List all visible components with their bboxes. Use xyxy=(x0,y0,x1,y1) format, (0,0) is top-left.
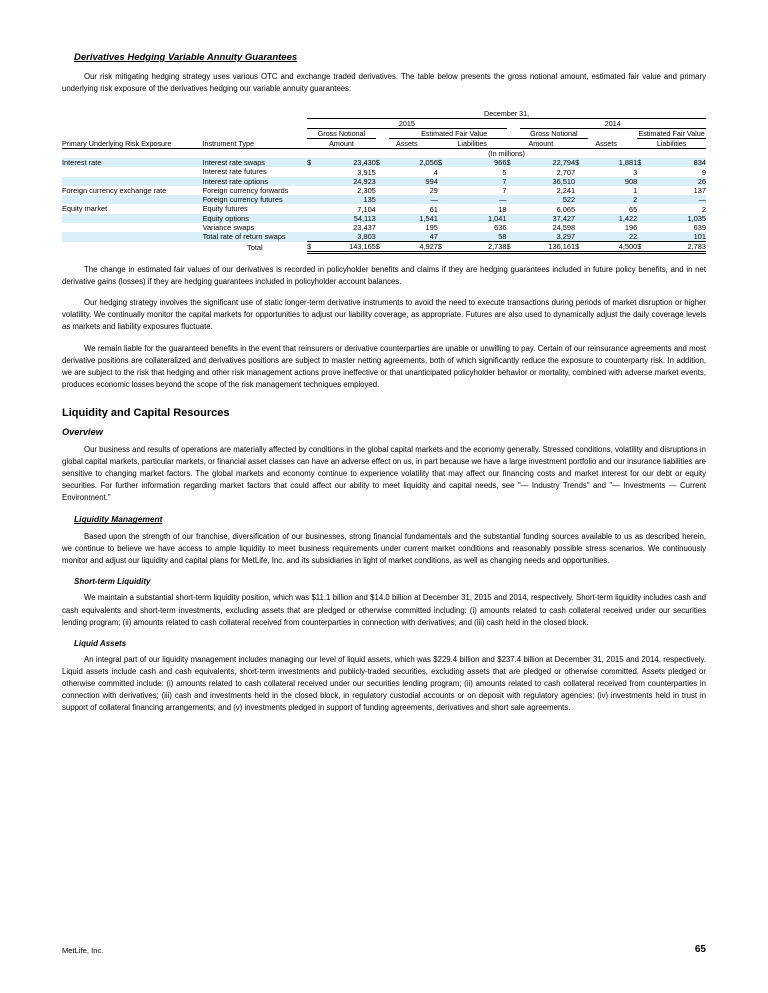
row-instrument: Interest rate options xyxy=(202,176,268,186)
header-december: December 31, xyxy=(307,109,706,119)
table-row xyxy=(62,167,706,176)
total-notional-2014: 136,161 xyxy=(520,242,576,253)
cell-notional-2015: 24,923 xyxy=(353,176,376,186)
cell-assets-2014: 3 xyxy=(633,167,638,177)
cell-notional-2015: 23,430 xyxy=(353,158,376,168)
row-risk-label xyxy=(62,177,203,186)
header-instrument-type: Instrument Type xyxy=(203,139,308,149)
cell-notional-2014: 36,510 xyxy=(552,176,576,186)
cell-notional-2015: 135 xyxy=(363,195,376,205)
cell-assets-2014: 1 xyxy=(633,186,638,196)
table-row xyxy=(62,204,706,213)
header-amount-2015: Amount xyxy=(307,139,376,149)
cell-notional-2014: 6,065 xyxy=(556,204,576,214)
row-risk-label xyxy=(62,214,203,223)
table-row xyxy=(62,195,706,204)
cell-liabilities-2015: 58 xyxy=(498,232,507,242)
liquid-assets-paragraph: An integral part of our liquidity management includes managing our level of liquid assets, which was $229.4 billion and $237.4 billion at December 31, 2015 and 2014, respectively. Liquid assets include cash and cash equivalents, short-term investments and publicly-traded securities, excluding assets that are pledged or otherwise committed. Assets pledged or otherwise committed include: (i) amounts related to cash collateral received under our securities lending program; (ii) amounts related to cash collateral received from counterparties in connection with derivatives; (iii) cash and investments held in the closed block, in regulatory custodial accounts or on deposit with regulatory agencies; (iv) investments held in trust in support of collateral financing arrangements; and (v) investments pledged in support of funding agreements, derivatives and short sale agreements. xyxy=(62,654,706,713)
overview-heading: Overview xyxy=(62,426,103,437)
table-row xyxy=(62,177,706,186)
currency-symbol: $ xyxy=(437,158,443,168)
row-instrument: Interest rate swaps xyxy=(202,158,266,168)
cell-liabilities-2014: 834 xyxy=(693,158,706,168)
row-instrument: Foreign currency forwards xyxy=(202,185,289,195)
table-row xyxy=(62,158,706,167)
cell-assets-2014: 22 xyxy=(629,232,638,242)
row-instrument: Total rate of return swaps xyxy=(202,232,286,242)
cell-assets-2015: 29 xyxy=(429,186,438,196)
cell-liabilities-2015: 7 xyxy=(502,176,507,186)
currency-symbol: $ xyxy=(307,242,320,253)
cell-liabilities-2015: 7 xyxy=(502,186,507,196)
liquid-assets-heading: Liquid Assets xyxy=(74,638,127,648)
header-gross-notional-2015: Gross Notional xyxy=(307,129,376,139)
row-risk-label: Equity market xyxy=(62,204,108,214)
currency-symbol: $ xyxy=(506,158,511,168)
section-heading: Derivatives Hedging Variable Annuity Guarantees xyxy=(74,52,298,63)
units-label: (In millions) xyxy=(488,149,525,159)
cell-liabilities-2015: 5 xyxy=(502,167,507,177)
paragraph-guaranteed-benefits: We remain liable for the guaranteed benefits in the event that reinsurers or derivative counterparties are unable or unwilling to pay. Certain of our reinsurance agreements and most derivative positions are collateralized and derivatives positions are subject to master netting agreements, both of which significantly reduce the exposure to counterparty risk. In addition, we are subject to the risk that hedging and other risk management actions prove ineffective or that unanticipated policyholder behavior or mortality, combined with adverse market events, produces economic losses beyond the scope of the risk management techniques employed. xyxy=(62,343,706,389)
paragraph-change-in-fair-value: The change in estimated fair values of our derivatives is recorded in policyholder benefits and claims if they are hedging guarantees included in future policy benefits, and in net derivative gains (losses) if they are hedging guarantees included in policyholder account balances. xyxy=(62,265,706,287)
cell-liabilities-2014: 26 xyxy=(697,176,706,186)
cell-notional-2014: 522 xyxy=(562,195,576,205)
short-term-liquidity-paragraph: We maintain a substantial short-term liquidity position, which was $11.1 billion and $14.0 billion at December 31, 2015 and 2014, respectively. Short-term liquidity includes cash and cash equivalents and short-term investments, excluding assets that are pledged or otherwise committed including: (i) amounts related to cash collateral received under our securities lending program; (ii) amounts related to cash collateral received from counterparties in connection with derivatives; and (iii) cash held in the closed block. xyxy=(62,593,706,627)
cell-liabilities-2014: 9 xyxy=(701,167,706,177)
total-liabilities-2015: 2,738 xyxy=(451,242,507,253)
cell-notional-2015: 2,305 xyxy=(357,186,376,196)
cell-liabilities-2014: 137 xyxy=(693,186,706,196)
row-risk-label xyxy=(62,223,203,232)
table-row xyxy=(62,186,706,195)
cell-liabilities-2015: 966 xyxy=(494,158,507,168)
total-label: Total xyxy=(247,243,263,253)
cell-notional-2015: 3,803 xyxy=(357,232,376,242)
derivatives-table xyxy=(62,109,706,254)
currency-symbol: $ xyxy=(307,158,312,168)
currency-symbol: $ xyxy=(376,242,389,253)
cell-notional-2015: 54,113 xyxy=(353,213,376,223)
cell-assets-2015: — xyxy=(430,195,438,205)
row-instrument: Variance swaps xyxy=(202,222,255,232)
cell-assets-2015: 1,541 xyxy=(419,213,438,223)
section-intro-paragraph: Our risk mitigating hedging strategy uses various OTC and exchange traded derivatives. The table below presents the gross notional amount, estimated fair value and primary underlying risk exposure of the derivatives hedging our variable annuity guarantees: xyxy=(62,72,706,94)
currency-symbol: $ xyxy=(375,158,380,168)
cell-assets-2015: 4 xyxy=(433,167,438,177)
cell-assets-2014: 2 xyxy=(633,195,638,205)
header-year-2014: 2014 xyxy=(520,119,706,129)
currency-symbol: $ xyxy=(575,158,580,168)
table-header-row-columns xyxy=(62,139,706,149)
cell-notional-2014: 2,707 xyxy=(556,167,576,177)
total-notional-2015: 143,165 xyxy=(320,242,376,253)
table-header-row-date xyxy=(62,109,706,119)
cell-liabilities-2015: — xyxy=(499,195,507,205)
cell-liabilities-2014: — xyxy=(698,195,706,205)
header-assets-2015: Assets xyxy=(376,139,438,149)
cell-liabilities-2014: 639 xyxy=(693,223,706,233)
cell-notional-2015: 7,104 xyxy=(357,204,376,214)
cell-notional-2014: 37,427 xyxy=(552,213,576,223)
footer-page-number: 65 xyxy=(694,944,706,955)
cell-liabilities-2014: 101 xyxy=(693,232,706,242)
cell-notional-2014: 2,241 xyxy=(556,186,576,196)
cell-assets-2014: 908 xyxy=(624,176,638,186)
currency-symbol: $ xyxy=(438,242,451,253)
cell-liabilities-2015: 1,041 xyxy=(488,213,507,223)
cell-assets-2014: 1,881 xyxy=(618,158,638,168)
cell-notional-2014: 22,794 xyxy=(552,158,576,168)
row-instrument: Interest rate futures xyxy=(202,167,267,177)
header-estimated-fv-2015: Estimated Fair Value xyxy=(389,129,520,139)
row-risk-label: Foreign currency exchange rate xyxy=(62,185,167,195)
total-assets-2014: 4,500 xyxy=(588,242,637,253)
cell-liabilities-2014: 1,035 xyxy=(687,213,706,223)
row-instrument: Equity options xyxy=(202,213,249,223)
liquidity-management-heading: Liquidity Management xyxy=(74,514,163,525)
header-liabilities-2015: Liabilities xyxy=(438,139,507,149)
header-gross-notional-2014: Gross Notional xyxy=(520,129,589,139)
cell-assets-2015: 61 xyxy=(429,204,438,214)
cell-assets-2014: 65 xyxy=(629,204,638,214)
currency-symbol: $ xyxy=(637,242,650,253)
total-liabilities-2014: 2,783 xyxy=(650,242,706,253)
header-estimated-fv-2014: Estimated Fair Value xyxy=(638,129,705,139)
cell-liabilities-2015: 18 xyxy=(498,204,507,214)
page-footer xyxy=(62,944,706,955)
row-risk-label xyxy=(62,195,203,204)
table-row xyxy=(62,223,706,232)
cell-assets-2015: 47 xyxy=(429,232,438,242)
currency-symbol: $ xyxy=(507,242,520,253)
cell-notional-2014: 24,598 xyxy=(552,223,576,233)
currency-symbol: $ xyxy=(637,158,642,168)
cell-notional-2014: 3,297 xyxy=(556,232,576,242)
cell-assets-2015: 195 xyxy=(425,223,438,233)
liquidity-heading: Liquidity and Capital Resources xyxy=(62,406,230,419)
paragraph-hedging-strategy: Our hedging strategy involves the significant use of static longer-term derivative instruments to avoid the need to execute transactions during periods of market disruption or higher volatility. We continually monitor the capital markets for opportunities to adjust our liability coverage, as appropriate. Futures are also used to dynamically adjust the daily coverage levels as markets and liability exposures fluctuate. xyxy=(62,298,706,332)
cell-liabilities-2014: 2 xyxy=(701,204,706,214)
table-header-row-groups xyxy=(62,129,706,139)
cell-assets-2014: 1,422 xyxy=(618,213,638,223)
header-liabilities-2014: Liabilities xyxy=(637,139,706,149)
table-row xyxy=(62,232,706,242)
header-year-2015: 2015 xyxy=(307,119,506,129)
cell-assets-2014: 196 xyxy=(624,223,638,233)
table-total-row xyxy=(62,242,706,253)
cell-liabilities-2015: 636 xyxy=(494,223,507,233)
overview-paragraph: Our business and results of operations are materially affected by conditions in the global capital markets and the economy generally. Stressed conditions, volatility and disruptions in global capital markets, particular markets, or financial asset classes can have an adverse effect on us, in part because we have a large investment portfolio and our insurance liabilities are sensitive to changing market factors. The global markets and economy continue to experience volatility that may affect our financing costs and market interest for our debt or equity securities. For further information regarding market factors that could affect our ability to meet liquidity and capital needs, see "— Industry Trends" and "— Investments — Current Environment." xyxy=(62,444,706,503)
header-amount-2014: Amount xyxy=(507,139,576,149)
cell-assets-2015: 2,056 xyxy=(419,158,438,168)
currency-symbol: $ xyxy=(575,242,588,253)
table-units-row xyxy=(62,149,706,159)
cell-assets-2015: 994 xyxy=(425,176,438,186)
footer-company-name: MetLife, Inc. xyxy=(62,946,104,955)
cell-notional-2015: 23,437 xyxy=(353,223,376,233)
row-instrument: Equity futures xyxy=(202,204,248,214)
table-row xyxy=(62,214,706,223)
row-risk-label xyxy=(62,167,203,176)
cell-notional-2015: 3,915 xyxy=(357,167,376,177)
table-header-row-years xyxy=(62,119,706,129)
row-risk-label: Interest rate xyxy=(62,158,102,168)
total-assets-2015: 4,927 xyxy=(389,242,438,253)
row-risk-label xyxy=(62,232,203,242)
liquidity-management-paragraph: Based upon the strength of our franchise, diversification of our businesses, strong financial fundamentals and the substantial funding sources available to us as described herein, we continue to believe we have access to ample liquidity to meet business requirements under current market conditions and reasonably possible stress scenarios. We continuously monitor and adjust our liquidity and capital plans for MetLife, Inc. and its subsidiaries in light of market conditions, as well as changing needs and opportunities. xyxy=(62,532,706,566)
row-instrument: Foreign currency futures xyxy=(202,195,283,205)
short-term-liquidity-heading: Short-term Liquidity xyxy=(74,577,151,587)
header-risk-exposure: Primary Underlying Risk Exposure xyxy=(62,139,203,149)
header-assets-2014: Assets xyxy=(575,139,637,149)
